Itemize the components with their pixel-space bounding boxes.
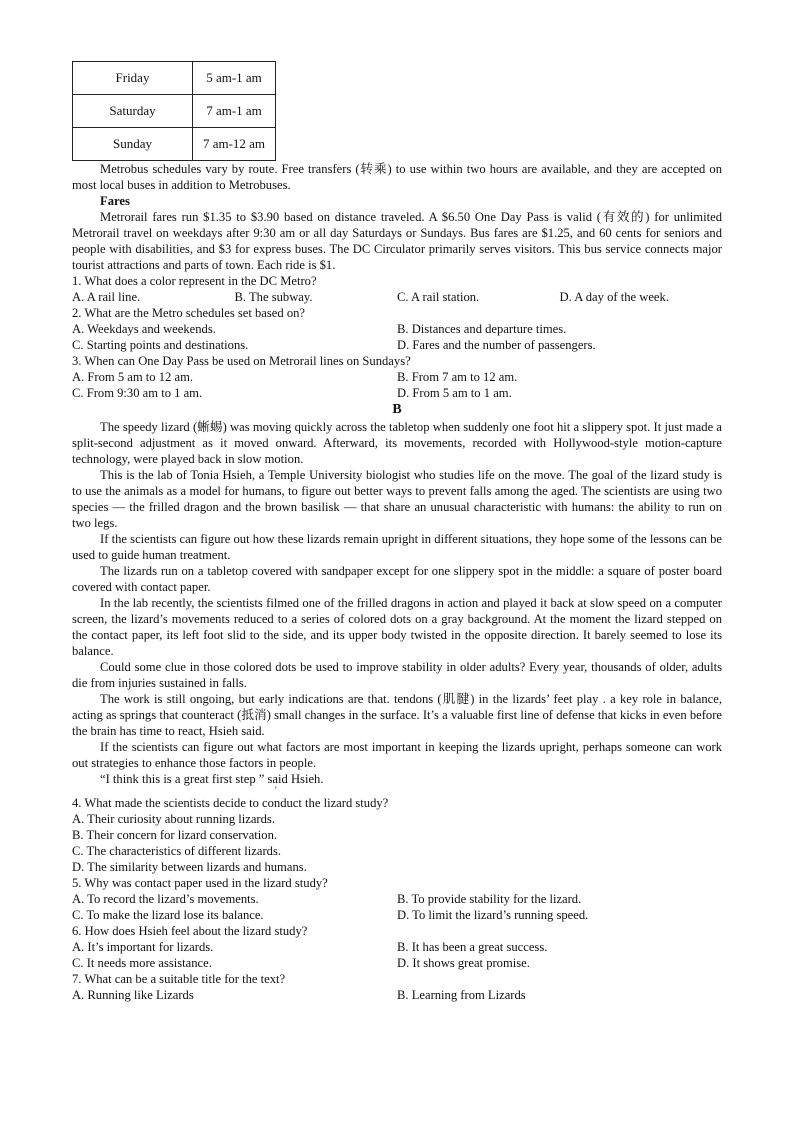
schedule-day: Saturday xyxy=(73,95,193,128)
document-content xyxy=(72,161,722,1003)
option: B. Their concern for lizard conservation. xyxy=(72,828,278,842)
paragraph-b2: This is the lab of Tonia Hsieh, a Temple University biologist who studies life on the move. The goal of the lizard study is to use the animals as a model for humans, to figure out better ways to prevent falls among the aged. The scientists are using two species — the frilled dragon and the brown basilisk — that share an unusual characteristic with humans: the ability to run on two legs. xyxy=(72,468,722,530)
section-b-heading: B xyxy=(392,402,402,417)
question-1-options xyxy=(72,289,722,305)
option: B. From 7 am to 12 am. xyxy=(397,370,518,384)
question-7-options-row1 xyxy=(72,987,722,1003)
option: D. A day of the week. xyxy=(559,290,669,304)
schedule-time: 7 am-1 am xyxy=(193,95,276,128)
schedule-row-friday xyxy=(73,62,276,95)
schedule-day: Sunday xyxy=(73,128,193,161)
paragraph-b5: In the lab recently, the scientists filmed one of the frilled dragons in action and played it back at slow speed on a computer screen, the lizard’s movements reduced to a series of colored dots on a gray background. At the moment the lizard stepped on the contact paper, its left foot slid to the side, and its upper body twisted in the opposite direction. It barely seemed to lose its balance. xyxy=(72,596,722,658)
question-5-options-row1 xyxy=(72,891,722,907)
question-2-options-row1 xyxy=(72,321,722,337)
option: D. To limit the lizard’s running speed. xyxy=(397,908,589,922)
question-5-stem: 5. Why was contact paper used in the lizard study? xyxy=(72,876,328,890)
option: B. The subway. xyxy=(234,290,313,304)
question-3-stem: 3. When can One Day Pass be used on Metrorail lines on Sundays? xyxy=(72,354,411,368)
option: C. Starting points and destinations. xyxy=(72,338,249,352)
option: A. To record the lizard’s movements. xyxy=(72,892,259,906)
paragraph-b3: If the scientists can figure out how these lizards remain upright in different situations, they hope some of the lessons can be used to guide human treatment. xyxy=(72,532,722,562)
question-2-options-row2 xyxy=(72,337,722,353)
option: D. The similarity between lizards and humans. xyxy=(72,860,307,874)
question-7-stem: 7. What can be a suitable title for the text? xyxy=(72,972,286,986)
option: D. It shows great promise. xyxy=(397,956,530,970)
fares-heading: Fares xyxy=(100,194,130,208)
option: C. A rail station. xyxy=(397,290,480,304)
question-4-stem: 4. What made the scientists decide to conduct the lizard study? xyxy=(72,796,389,810)
option: C. From 9:30 am to 1 am. xyxy=(72,386,203,400)
schedule-row-sunday xyxy=(73,128,276,161)
option: A. From 5 am to 12 am. xyxy=(72,370,194,384)
paragraph-b6: Could some clue in those colored dots be used to improve stability in older adults? Every year, thousands of older, adults die from injuries sustained in falls. xyxy=(72,660,722,690)
question-3-options-row1 xyxy=(72,369,722,385)
stray-mark: ' xyxy=(275,785,277,795)
question-6-stem: 6. How does Hsieh feel about the lizard study? xyxy=(72,924,308,938)
option: B. To provide stability for the lizard. xyxy=(397,892,582,906)
option: C. The characteristics of different lizards. xyxy=(72,844,281,858)
option: C. It needs more assistance. xyxy=(72,956,212,970)
option: A. Running like Lizards xyxy=(72,988,194,1002)
schedule-row-saturday xyxy=(73,95,276,128)
option: A. It’s important for lizards. xyxy=(72,940,214,954)
schedule-time: 7 am-12 am xyxy=(193,128,276,161)
schedule-time: 5 am-1 am xyxy=(193,62,276,95)
question-1-stem: 1. What does a color represent in the DC Metro? xyxy=(72,274,317,288)
schedule-day: Friday xyxy=(73,62,193,95)
paragraph-b7: The work is still ongoing, but early indications are that. tendons (肌腱) in the lizards’ feet play . a key role in balance, acting as springs that counteract (抵消) small changes in the surface. It’s a valuable first line of defense that kicks in even before the brain has time to react, Hsieh said. xyxy=(72,692,722,738)
option: C. To make the lizard lose its balance. xyxy=(72,908,264,922)
option: B. Learning from Lizards xyxy=(397,988,526,1002)
question-3-options-row2 xyxy=(72,385,722,401)
question-5-options-row2 xyxy=(72,907,722,923)
question-6-options-row1 xyxy=(72,939,722,955)
paragraph-b9-quote: “I think this is a great first step ” said Hsieh. xyxy=(100,772,324,786)
option: A. A rail line. xyxy=(72,290,141,304)
option: B. Distances and departure times. xyxy=(397,322,567,336)
option: A. Weekdays and weekends. xyxy=(72,322,216,336)
option: D. From 5 am to 1 am. xyxy=(397,386,512,400)
question-2-stem: 2. What are the Metro schedules set based on? xyxy=(72,306,306,320)
option: D. Fares and the number of passengers. xyxy=(397,338,596,352)
paragraph-metrobus: Metrobus schedules vary by route. Free transfers (转乘) to use within two hours are available, and they are accepted on most local buses in addition to Metrobuses. xyxy=(72,162,722,192)
paragraph-fares: Metrorail fares run $1.35 to $3.90 based on distance traveled. A $6.50 One Day Pass is valid (有效的) for unlimited Metrorail travel on weekdays after 9:30 am or all day Saturdays or Sundays. Bus fares are $1.25, and 60 cents for seniors and people with disabilities, and $3 for express buses. The DC Circulator primarily serves visitors. This bus service connects major tourist attractions and parts of town. Each ride is $1. xyxy=(72,210,722,272)
option: A. Their curiosity about running lizards. xyxy=(72,812,275,826)
question-6-options-row2 xyxy=(72,955,722,971)
schedule-table xyxy=(72,61,276,161)
option: B. It has been a great success. xyxy=(397,940,548,954)
paragraph-b4: The lizards run on a tabletop covered with sandpaper except for one slippery spot in the middle: a square of poster board covered with contact paper. xyxy=(72,564,722,594)
paragraph-b1: The speedy lizard (蜥蜴) was moving quickly across the tabletop when suddenly one foot hit a slippery spot. It just made a split-second adjustment as it moved onward. Afterward, its movements, recorded with Hollywood-style motion-capture technology, were played back in slow motion. xyxy=(72,420,722,466)
paragraph-b8: If the scientists can figure out what factors are most important in keeping the lizards upright, perhaps someone can work out strategies to enhance those factors in people. xyxy=(72,740,722,770)
